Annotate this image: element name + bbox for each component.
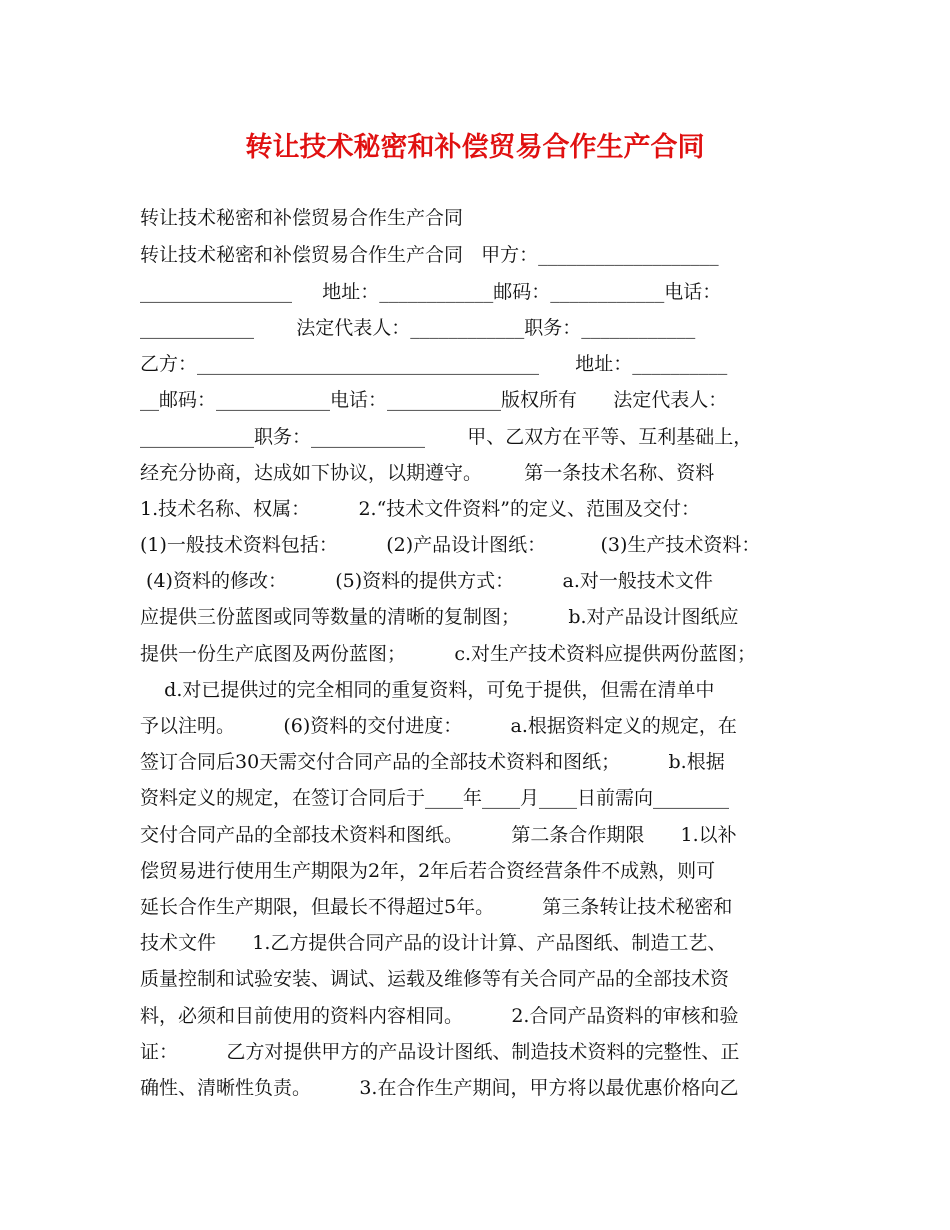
- body-line: d.对已提供过的完全相同的重复资料，可免于提供，但需在清单中: [140, 679, 715, 701]
- body-line: 提供一份生产底图及两份蓝图； c.对生产技术资料应提供两份蓝图；: [140, 643, 756, 665]
- body-line: 签订合同后30天需交付合同产品的全部技术资料和图纸； b.根据: [140, 751, 725, 773]
- body-line: 予以注明。 (6)资料的交付进度： a.根据资料定义的规定，在: [140, 715, 737, 737]
- body-line: 证： 乙方对提供甲方的产品设计图纸、制造技术资料的完整性、正: [140, 1041, 740, 1063]
- body-line: 1.技术名称、权属： 2.“技术文件资料”的定义、范围及交付：: [140, 498, 701, 520]
- body-line: 经充分协商，达成如下协议，以期遵守。 第一条技术名称、资料: [140, 462, 715, 484]
- body-line: (4)资料的修改： (5)资料的提供方式： a.对一般技术文件: [140, 570, 713, 592]
- body-line: 确性、清晰性负责。 3.在合作生产期间，甲方将以最优惠价格向乙: [140, 1077, 739, 1099]
- body-line: 质量控制和试验安装、调试、运载及维修等有关合同产品的全部技术资: [140, 968, 730, 990]
- body-line: __邮码：____________电话：____________版权所有 法定代表人：: [140, 389, 728, 411]
- body-line: ____________职务：____________ 甲、乙双方在平等、互利基础上，: [140, 426, 753, 448]
- body-line: 交付合同产品的全部技术资料和图纸。 第二条合作期限 1.以补: [140, 824, 737, 846]
- body-line: 延长合作生产期限，但最长不得超过5年。 第三条转让技术秘密和: [140, 896, 733, 918]
- body-line: 资料定义的规定，在签订合同后于____年____月____日前需向________: [140, 787, 730, 809]
- body-line: 转让技术秘密和补偿贸易合作生产合同: [140, 207, 464, 229]
- document-title: 转让技术秘密和补偿贸易合作生产合同: [245, 132, 705, 163]
- body-line: 技术文件 1.乙方提供合同产品的设计计算、产品图纸、制造工艺、: [140, 932, 727, 954]
- body-line: ____________ 法定代表人：____________职务：____________: [140, 317, 696, 339]
- body-line: 转让技术秘密和补偿贸易合作生产合同 甲方：___________________: [140, 244, 719, 266]
- body-line: 料，必须和目前使用的资料内容相同。 2.合同产品资料的审核和验: [140, 1005, 739, 1027]
- body-line: 乙方：____________________________________ 地址：__________: [140, 353, 728, 375]
- body-line: ________________ 地址：____________邮码：____________电话：: [140, 281, 722, 303]
- body-line: 偿贸易进行使用生产期限为2年，2年后若合资经营条件不成熟，则可: [140, 860, 716, 882]
- body-line: (1)一般技术资料包括： (2)产品设计图纸： (3)生产技术资料：: [140, 534, 761, 556]
- body-line: 应提供三份蓝图或同等数量的清晰的复制图； b.对产品设计图纸应: [140, 606, 739, 628]
